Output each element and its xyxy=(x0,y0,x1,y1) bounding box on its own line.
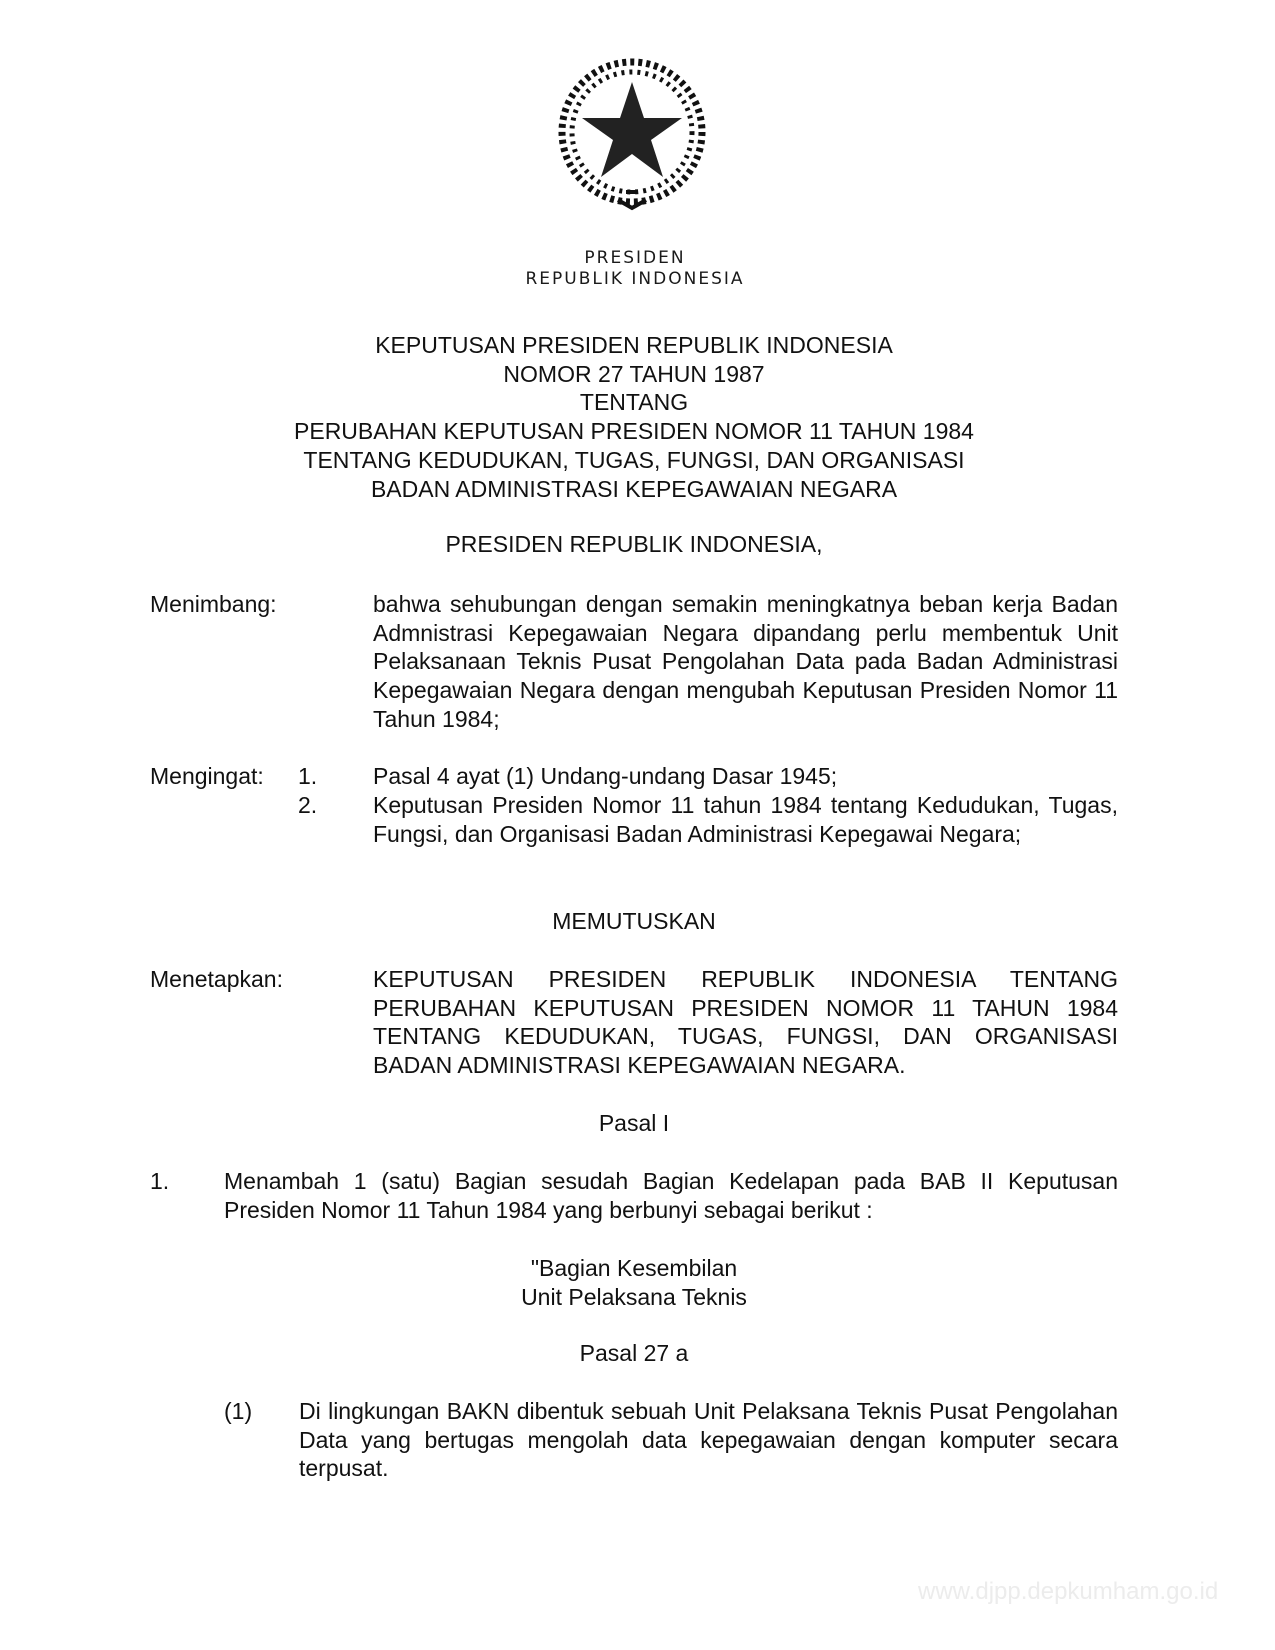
mengingat-label: Mengingat: xyxy=(150,763,264,789)
watermark: www.djpp.depkumham.go.id xyxy=(918,1578,1219,1605)
letterhead-line2: REPUBLIK INDONESIA xyxy=(525,269,745,289)
menetapkan-label: Menetapkan: xyxy=(150,966,283,992)
mengingat-item-2: Keputusan Presiden Nomor 11 tahun 1984 tentang Kedudukan, Tugas, Fungsi, dan Organisasi Badan Administrasi Kepegawai Negara; xyxy=(373,792,1118,847)
title-line: TENTANG xyxy=(579,389,689,416)
document-title xyxy=(150,331,1118,503)
title-line: NOMOR 27 TAHUN 1987 xyxy=(503,360,765,387)
mengingat-num-1: 1. xyxy=(298,763,318,789)
bagian-heading-2: Unit Pelaksana Teknis xyxy=(521,1284,747,1310)
ayat-1-text: Di lingkungan BAKN dibentuk sebuah Unit Pelaksana Teknis Pusat Pengolahan Data yang bertugas mengolah data kepegawaian dengan komputer secara terpusat. xyxy=(299,1398,1118,1482)
menimbang-label: Menimbang: xyxy=(150,591,277,617)
pasal-27a-heading: Pasal 27 a xyxy=(579,1340,689,1366)
pasal-i-heading: Pasal I xyxy=(598,1110,670,1136)
item-1-text: Menambah 1 (satu) Bagian sesudah Bagian Kedelapan pada BAB II Keputusan Presiden Nomor 11 Tahun 1984 yang berbunyi sebagai berikut : xyxy=(224,1168,1118,1223)
mengingat-item-1: Pasal 4 ayat (1) Undang-undang Dasar 1945; xyxy=(373,763,838,789)
issuer: PRESIDEN REPUBLIK INDONESIA, xyxy=(445,531,823,557)
mengingat-num-2: 2. xyxy=(298,792,318,818)
ayat-1-num: (1) xyxy=(224,1398,253,1424)
memutuskan-heading: MEMUTUSKAN xyxy=(552,908,716,934)
menetapkan-text: KEPUTUSAN PRESIDEN REPUBLIK INDONESIA TENTANG PERUBAHAN KEPUTUSAN PRESIDEN NOMOR 11 TAHUN 1984 TENTANG KEDUDUKAN, TUGAS, FUNGSI, DAN ORGANISASI BADAN ADMINISTRASI KEPEGAWAIAN NEGARA. xyxy=(373,966,1118,1079)
menimbang-text: bahwa sehubungan dengan semakin meningkatnya beban kerja Badan Admnistrasi Kepegawaian Negara dipandang perlu membentuk Unit Pelaksanaan Teknis Pusat Pengolahan Data pada Badan Administrasi Kepegawaian Negara dengan mengubah Keputusan Presiden Nomor 11 Tahun 1984; xyxy=(373,591,1118,732)
presidential-emblem xyxy=(548,50,716,220)
title-line: PERUBAHAN KEPUTUSAN PRESIDEN NOMOR 11 TAHUN 1984 xyxy=(294,418,974,445)
title-line: TENTANG KEDUDUKAN, TUGAS, FUNGSI, DAN ORGANISASI xyxy=(303,446,965,473)
letterhead-line1: PRESIDEN xyxy=(584,248,686,268)
bagian-heading-1: "Bagian Kesembilan xyxy=(530,1255,738,1281)
title-line: KEPUTUSAN PRESIDEN REPUBLIK INDONESIA xyxy=(375,332,893,358)
item-1-num: 1. xyxy=(150,1168,170,1194)
title-line: BADAN ADMINISTRASI KEPEGAWAIAN NEGARA xyxy=(370,475,898,502)
